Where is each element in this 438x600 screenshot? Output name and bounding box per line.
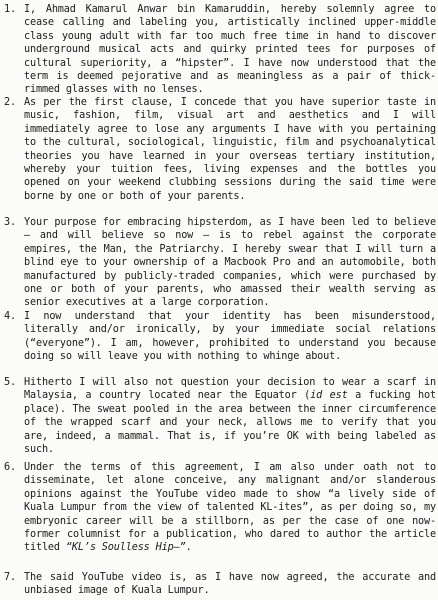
clause-number: 2.: [4, 97, 16, 108]
clause-text: As per the first clause, I concede that you have superior taste in music, fashion, film, visual art and aesthetics and I will immediately agree to lose any arguments I have with you pertaining to the cultural, sociological, linguistic, film and psychoanalytical theories you have learned in your overseas tertiary institution, whereby your tuition fees, living expenses and the bottles you opened on your weekend clubbing sessions during the said time were borne by one or both of your parents.: [24, 97, 436, 202]
clause-text: I, Ahmad Kamarul Anwar bin Kamaruddin, hereby solemnly agree to cease calling and labeling you, artistically inclined upper-middle class young adult with far too much free time in hand to discover underground musical acts and quirky printed tees for purposes of cultural superiority, a “hipster”. I have now understood that the term is deemed pejorative and as meaningless as a pair of thick-rimmed glasses with no lenses.: [24, 4, 436, 96]
clause-text-part: .: [185, 542, 192, 554]
italic-phrase: id est: [310, 390, 348, 402]
clause-number: 6.: [4, 462, 16, 473]
article-title: “KL’s Soulless Hip–”: [65, 542, 186, 554]
clause-text: [24, 376, 436, 456]
clause-text-part: Under the terms of this agreement, I am also under oath not to disseminate, let alone conceive, any malignant and/or slanderous opinions against the YouTube video made to show “a lively side of Kuala Lumpur from the view of talented KL-ites”, as per doing so, my embryonic career will be a stillborn, as per the case of one now-former columnist for a publication, who dared to author the article titled: [24, 462, 436, 554]
clause-text-part: Hitherto I will also not question your decision to wear a scarf in Malaysia, a country located near the Equator (: [24, 377, 436, 402]
clause-number: 3.: [4, 217, 16, 228]
clause-text: The said YouTube video is, as I have now agreed, the accurate and unbiased image of Kuala Lumpur.: [24, 572, 436, 597]
clause-number: 7.: [4, 572, 16, 583]
clause-text: I now understand that your identity has been misunderstood, literally and/or ironically, by your immediate social relations (“everyone”). I am, however, prohibited to understand you because doing so will leave you with nothing to whinge about.: [24, 311, 436, 363]
clause-text-part: a fucking hot place). The sweat pooled in the area between the inner circumference of the wrapped scarf and your neck, allows me to verify that you are, indeed, a mammal. That is, if you’re OK with being labeled as such.: [24, 390, 436, 456]
clause-number: 5.: [4, 377, 16, 388]
clause-number: 1.: [4, 4, 16, 15]
clause-text: Your purpose for embracing hipsterdom, as I have been led to believe – and will believe so now – is to rebel against the corporate empires, the Man, the Patriarchy. I hereby swear that I will turn a blind eye to your ownership of a Macbook Pro and an automobile, both manufactured by publicly-traded companies, which were purchased by one or both of your parents, who amassed their wealth serving as senior executives at a large corporation.: [24, 217, 436, 309]
clause-number: 4.: [4, 311, 16, 322]
clause-text: [24, 461, 436, 555]
